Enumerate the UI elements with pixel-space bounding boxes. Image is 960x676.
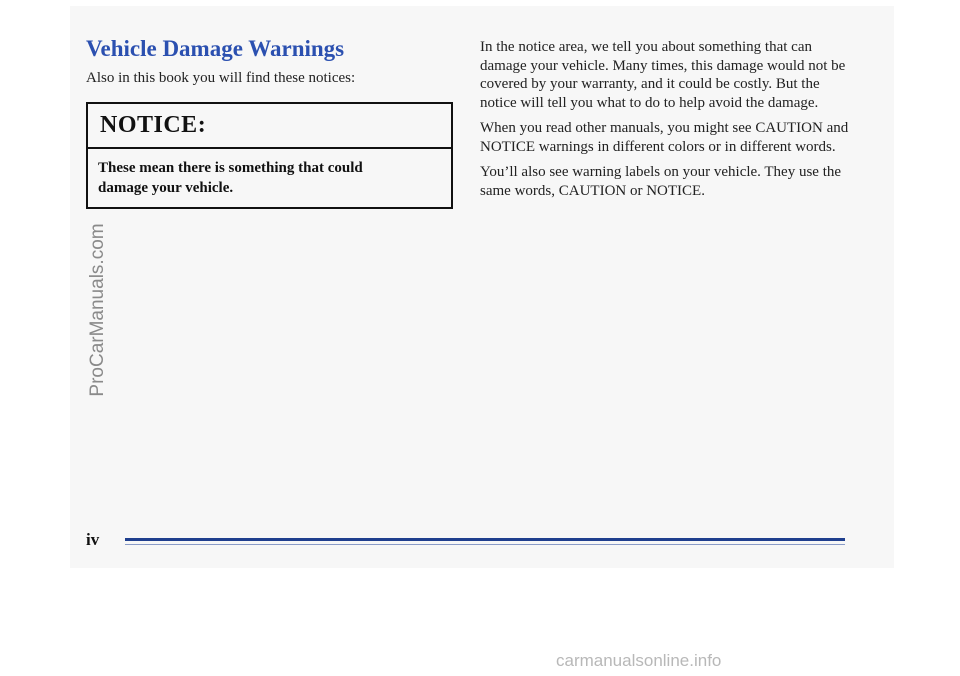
side-watermark-text: ProCarManuals.com	[87, 223, 108, 397]
notice-body-line: These mean there is something that could	[98, 160, 363, 176]
footer-rule-thin	[125, 544, 845, 545]
footer-rule	[125, 538, 845, 541]
paragraph-notice-area: In the notice area, we tell you about something that can damage your vehicle. Many times, this damage would not be covered by your warranty, and it could be costly. But the notice will tell you what to do to help avoid the damage.	[480, 39, 846, 111]
notice-box	[86, 102, 453, 209]
intro-text: Also in this book you will find these notices:	[86, 70, 356, 86]
page-title: Vehicle Damage Warnings	[86, 36, 345, 61]
page-number: iv	[86, 530, 100, 549]
notice-body-line: damage your vehicle.	[98, 180, 234, 196]
paragraph-other-manuals: When you read other manuals, you might see CAUTION and NOTICE warnings in different colors or in different words.	[480, 120, 849, 155]
notice-body	[88, 149, 451, 198]
notice-heading: NOTICE:	[100, 112, 207, 138]
notice-header	[88, 104, 451, 149]
bottom-watermark: carmanualsonline.info	[556, 651, 722, 670]
side-watermark	[88, 210, 108, 410]
paragraph-warning-labels: You’ll also see warning labels on your vehicle. They use the same words, CAUTION or NOTICE.	[480, 164, 842, 199]
right-column	[480, 38, 860, 207]
